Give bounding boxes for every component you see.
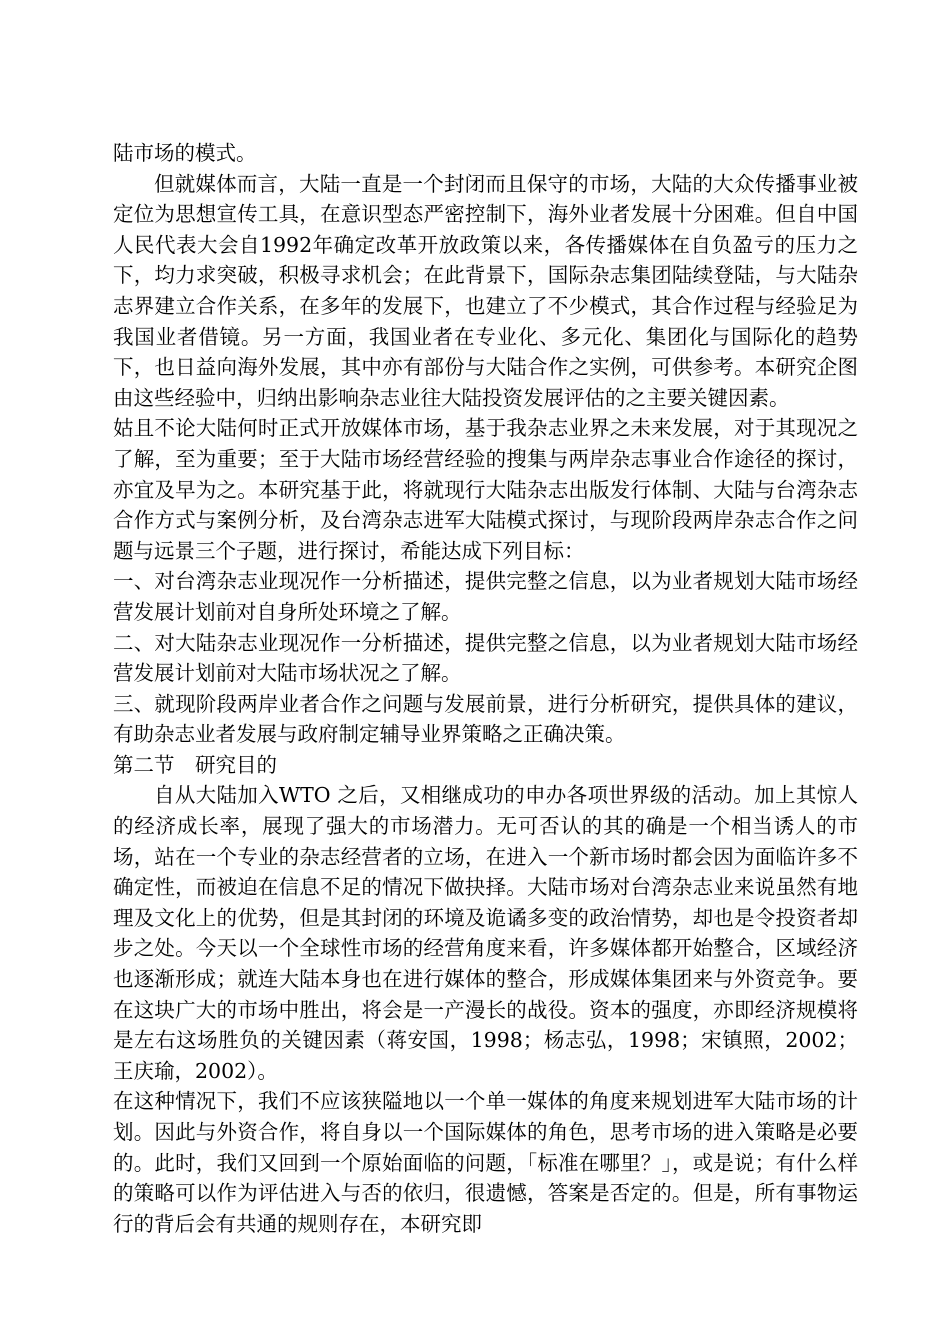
document-page (113, 138, 858, 1239)
section-heading: 第二节 研究目的 (113, 752, 277, 777)
list-item-goal-2: 二、对大陆杂志业现况作一分析描述，提供完整之信息，以为业者规划大陆市场经营发展计划前对大陆市场状况之了解。 (113, 630, 858, 686)
paragraph-research-motivation: 姑且不论大陆何时正式开放媒体市场，基于我杂志业界之未来发展，对于其现况之了解，至为重要；至于大陆市场经营经验的搜集与两岸杂志事业合作途径的探讨，亦宜及早为之。本研究基于此，将就现行大陆杂志出版发行体制、大陆与台湾杂志合作方式与案例分析，及台湾杂志进军大陆模式探讨，与现阶段两岸杂志合作之问题与远景三个子题，进行探讨，希能达成下列目标： (113, 416, 858, 563)
list-item-goal-3: 三、就现阶段两岸业者合作之问题与发展前景，进行分析研究，提供具体的建议，有助杂志业者发展与政府制定辅导业界策略之正确决策。 (113, 691, 858, 747)
paragraph-research-purpose: 自从大陆加入WTO 之后，又相继成功的申办各项世界级的活动。加上其惊人的经济成长率，展现了强大的市场潜力。无可否认的其的确是一个相当诱人的市场，站在一个专业的杂志经营者的立场，在进入一个新市场时都会因为面临许多不确定性，而被迫在信息不足的情况下做抉择。大陆市场对台湾杂志业来说虽然有地理及文化上的优势，但是其封闭的环境及诡谲多变的政治情势，却也是令投资者却步之处。今天以一个全球性市场的经营角度来看，许多媒体都开始整合，区域经济也逐渐形成；就连大陆本身也在进行媒体的整合，形成媒体集团来与外资竞争。要在这块广大的市场中胜出，将会是一产漫长的战役。资本的强度，亦即经济规模将是左右这场胜负的关键因素（蒋安国，1998；杨志弘，1998；宋镇照，2002；王庆瑜，2002）。 (113, 783, 858, 1083)
paragraph-strategy: 在这种情况下，我们不应该狭隘地以一个单一媒体的角度来规划进军大陆市场的计划。因此与外资合作，将自身以一个国际媒体的角色，思考市场的进入策略是必要的。此时，我们又回到一个原始面临的问题，「标准在哪里？」，或是说；有什么样的策略可以作为评估进入与否的依归，很遗憾，答案是否定的。但是，所有事物运行的背后会有共通的规则存在，本研究即 (113, 1089, 858, 1236)
paragraph-continuation: 陆市场的模式。 (113, 141, 257, 165)
paragraph-media-background: 但就媒体而言，大陆一直是一个封闭而且保守的市场，大陆的大众传播事业被定位为思想宣传工具，在意识型态严密控制下，海外业者发展十分困难。但自中国人民代表大会自1992年确定改革开放政策以来，各传播媒体在自负盈亏的压力之下，均力求突破，积极寻求机会；在此背景下，国际杂志集团陆续登陆，与大陆杂志界建立合作关系，在多年的发展下，也建立了不少模式，其合作过程与经验足为我国业者借镜。另一方面，我国业者在专业化、多元化、集团化与国际化的趋势下，也日益向海外发展，其中亦有部份与大陆合作之实例，可供参考。本研究企图由这些经验中，归纳出影响杂志业往大陆投资发展评估的之主要关键因素。 (113, 171, 858, 410)
list-item-goal-1: 一、对台湾杂志业现况作一分析描述，提供完整之信息，以为业者规划大陆市场经营发展计划前对自身所处环境之了解。 (113, 569, 858, 624)
